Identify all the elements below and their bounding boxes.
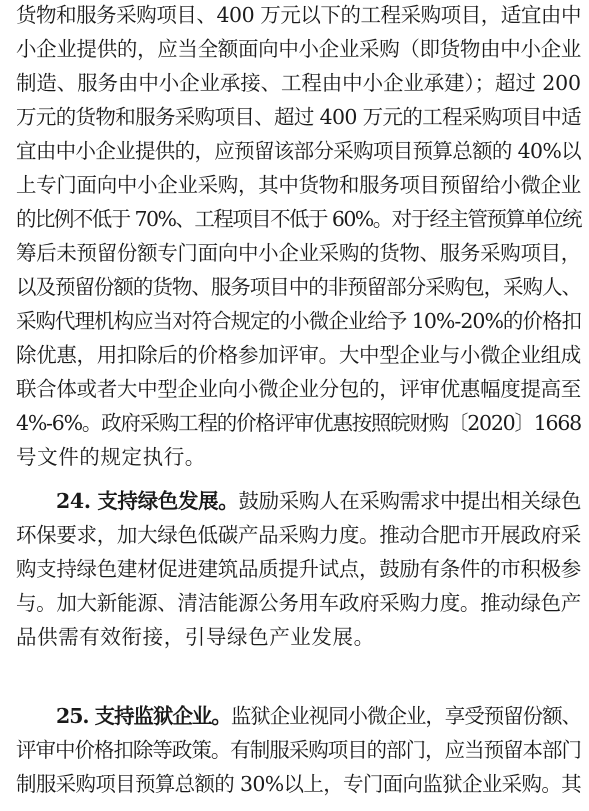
text-line: 号文件的规定执行。 (16, 445, 206, 469)
text-line: 4%-6%。政府采购工程的价格评审优惠按照皖财购〔2020〕1668 (16, 411, 581, 435)
text-line: 制造、服务由中小企业承接、工程由中小企业承建）；超过 200 (16, 71, 581, 95)
text-line: 采购代理机构应当对符合规定的小微企业给予 10%-20%的价格扣 (16, 309, 581, 333)
section-24-heading: 24. 支持绿色发展。 (56, 489, 239, 513)
section-24-first-line-text: 鼓励采购人在采购需求中提出相关绿色 (238, 489, 581, 513)
text-line: 小企业提供的，应当全额面向中小企业采购（即货物由中小企业 (16, 37, 581, 61)
section-25-heading: 25. 支持监狱企业。 (56, 704, 231, 728)
text-line: 万元的货物和服务采购项目、超过 400 万元的工程采购项目中适 (16, 105, 581, 129)
text-line: 货物和服务采购项目、400 万元以下的工程采购项目，适宜由中 (16, 3, 581, 27)
text-line: 以及预留份额的货物、服务项目中的非预留部分采购包，采购人、 (16, 275, 581, 299)
text-line: 宜由中小企业提供的，应预留该部分采购项目预算总额的 40%以 (16, 139, 581, 163)
section-25-first-line (56, 704, 581, 728)
text-line: 品供需有效衔接，引导绿色产业发展。 (16, 625, 375, 649)
section-25-first-line-text: 监狱企业视同小微企业，享受预留份额、 (230, 704, 581, 728)
text-line: 筹后未预留份额专门面向中小企业采购的货物、服务采购项目， (16, 241, 581, 265)
text-line: 联合体或者大中型企业向小微企业分包的，评审优惠幅度提高至 (16, 377, 581, 401)
text-line: 评审中价格扣除等政策。有制服采购项目的部门，应当预留本部门 (16, 738, 581, 762)
text-line: 与。加大新能源、清洁能源公务用车政府采购力度。推动绿色产 (16, 591, 581, 615)
text-line: 上专门面向中小企业采购，其中货物和服务项目预留给小微企业 (16, 173, 581, 197)
text-line: 制服采购项目预算总额的 30%以上，专门面向监狱企业采购。其 (16, 772, 581, 796)
text-line: 除优惠，用扣除后的价格参加评审。大中型企业与小微企业组成 (16, 343, 581, 367)
text-line: 环保要求，加大绿色低碳产品采购力度。推动合肥市开展政府采 (16, 523, 581, 547)
section-24-first-line (56, 489, 581, 513)
text-line: 的比例不低于 70%、工程项目不低于 60%。对于经主管预算单位统 (16, 207, 581, 231)
text-line: 购支持绿色建材促进建筑品质提升试点，鼓励有条件的市积极参 (16, 557, 581, 581)
